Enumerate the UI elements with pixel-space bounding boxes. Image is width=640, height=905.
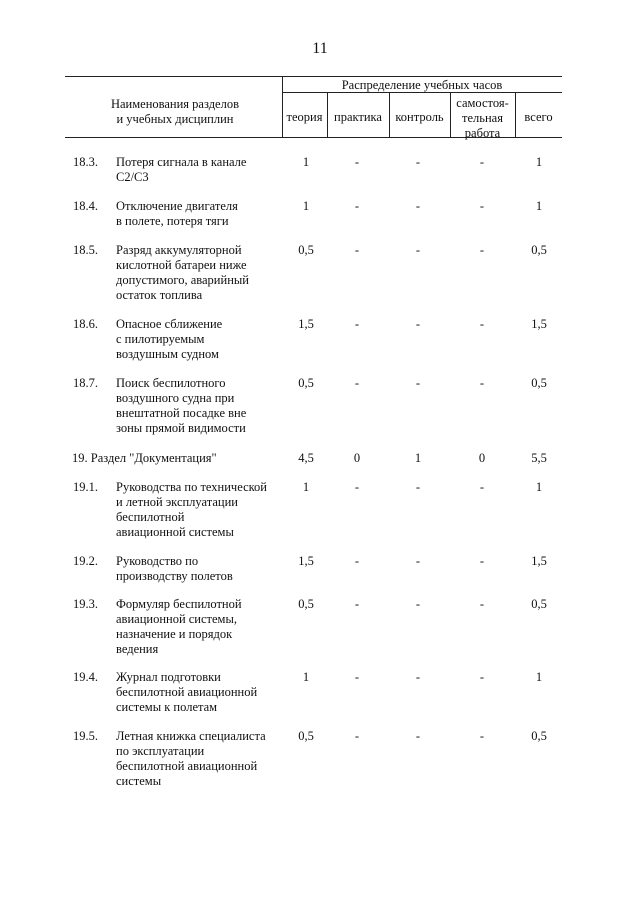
cell-theory: 4,5 bbox=[298, 451, 314, 465]
row-name-line: зоны прямой видимости bbox=[116, 421, 246, 435]
row-name-line: ведения bbox=[116, 642, 159, 656]
cell-practice: - bbox=[354, 243, 360, 257]
name-column-header-line: Наименования разделов bbox=[110, 97, 239, 111]
cell-control: - bbox=[415, 670, 421, 684]
row-name-line: в полете, потеря тяги bbox=[116, 214, 229, 228]
cell-control: - bbox=[415, 554, 421, 568]
cell-total: 0,5 bbox=[531, 376, 547, 390]
column-header-selfstudy-line: работа bbox=[464, 126, 501, 140]
row-name-line: С2/С3 bbox=[116, 170, 149, 184]
cell-selfstudy: - bbox=[479, 729, 485, 743]
row-name-line: кислотной батареи ниже bbox=[116, 258, 247, 272]
row-number: 18.5. bbox=[73, 243, 98, 257]
cell-total: 1 bbox=[535, 670, 543, 684]
cell-selfstudy: - bbox=[479, 376, 485, 390]
column-header-selfstudy bbox=[450, 96, 515, 141]
row-name bbox=[116, 597, 281, 657]
cell-selfstudy: - bbox=[479, 670, 485, 684]
cell-practice: 0 bbox=[353, 451, 361, 465]
row-name-line: Летная книжка специалиста bbox=[116, 729, 266, 743]
row-name bbox=[116, 554, 281, 584]
row-number: 18.6. bbox=[73, 317, 98, 331]
cell-theory: 0,5 bbox=[298, 243, 314, 257]
row-name bbox=[116, 729, 281, 789]
column-header-control: контроль bbox=[395, 110, 444, 124]
row-name-line: беспилотной bbox=[116, 510, 185, 524]
cell-control: - bbox=[415, 480, 421, 494]
cell-total: 0,5 bbox=[531, 729, 547, 743]
cell-practice: - bbox=[354, 729, 360, 743]
cell-total: 5,5 bbox=[531, 451, 547, 465]
cell-theory: 0,5 bbox=[298, 376, 314, 390]
cell-theory: 1 bbox=[302, 480, 310, 494]
row-name-line: и летной эксплуатации bbox=[116, 495, 238, 509]
row-number: 19.2. bbox=[73, 554, 98, 568]
row-name-line: по эксплуатации bbox=[116, 744, 205, 758]
row-name-line: Журнал подготовки bbox=[116, 670, 221, 684]
row-name-line: воздушного судна при bbox=[116, 391, 235, 405]
column-header-selfstudy-line: самостоя- bbox=[456, 96, 509, 110]
cell-selfstudy: 0 bbox=[478, 451, 486, 465]
row-name-line: беспилотной авиационной bbox=[116, 685, 258, 699]
row-name bbox=[116, 317, 281, 362]
cell-practice: - bbox=[354, 376, 360, 390]
row-name-line: с пилотируемым bbox=[116, 332, 205, 346]
row-name-line: беспилотной авиационной bbox=[116, 759, 258, 773]
row-name-line: авиационной системы, bbox=[116, 612, 237, 626]
cell-selfstudy: - bbox=[479, 554, 485, 568]
cell-practice: - bbox=[354, 597, 360, 611]
row-name-line: системы к полетам bbox=[116, 700, 218, 714]
row-name-line: Руководства по технической bbox=[116, 480, 267, 494]
row-name bbox=[116, 376, 281, 436]
column-header-theory: теория bbox=[286, 110, 323, 124]
column-header-selfstudy-line: тельная bbox=[462, 111, 503, 125]
cell-selfstudy: - bbox=[479, 243, 485, 257]
cell-control: - bbox=[415, 155, 421, 169]
row-name bbox=[116, 199, 281, 229]
column-header-practice: практика bbox=[334, 110, 382, 124]
row-name-line: воздушным судном bbox=[116, 347, 219, 361]
cell-control: - bbox=[415, 317, 421, 331]
row-name-line: производству полетов bbox=[116, 569, 233, 583]
cell-total: 0,5 bbox=[531, 243, 547, 257]
cell-control: - bbox=[415, 597, 421, 611]
cell-total: 1 bbox=[535, 199, 543, 213]
cell-theory: 0,5 bbox=[298, 729, 314, 743]
row-number: 18.3. bbox=[73, 155, 98, 169]
cell-practice: - bbox=[354, 199, 360, 213]
section-title: 19. Раздел "Документация" bbox=[72, 451, 217, 465]
cell-total: 1 bbox=[535, 155, 543, 169]
cell-theory: 1,5 bbox=[298, 317, 314, 331]
cell-control: - bbox=[415, 243, 421, 257]
row-name-line: Потеря сигнала в канале bbox=[116, 155, 247, 169]
cell-total: 1,5 bbox=[531, 317, 547, 331]
cell-practice: - bbox=[354, 670, 360, 684]
row-number: 18.7. bbox=[73, 376, 98, 390]
row-name bbox=[116, 480, 281, 540]
cell-theory: 1 bbox=[302, 670, 310, 684]
name-column-header bbox=[70, 97, 280, 127]
row-name-line: Разряд аккумуляторной bbox=[116, 243, 242, 257]
row-number: 19.1. bbox=[73, 480, 98, 494]
row-name bbox=[116, 243, 281, 303]
cell-control: - bbox=[415, 376, 421, 390]
row-name-line: остаток топлива bbox=[116, 288, 203, 302]
column-header-total: всего bbox=[524, 110, 553, 124]
cell-control: - bbox=[415, 729, 421, 743]
cell-selfstudy: - bbox=[479, 317, 485, 331]
cell-total: 0,5 bbox=[531, 597, 547, 611]
cell-selfstudy: - bbox=[479, 155, 485, 169]
row-name-line: внештатной посадке вне bbox=[116, 406, 247, 420]
row-name-line: допустимого, аварийный bbox=[116, 273, 249, 287]
cell-selfstudy: - bbox=[479, 480, 485, 494]
cell-practice: - bbox=[354, 317, 360, 331]
row-number: 19.5. bbox=[73, 729, 98, 743]
row-name-line: системы bbox=[116, 774, 162, 788]
cell-practice: - bbox=[354, 554, 360, 568]
row-name-line: Поиск беспилотного bbox=[116, 376, 226, 390]
cell-practice: - bbox=[354, 480, 360, 494]
row-name-line: Отключение двигателя bbox=[116, 199, 238, 213]
cell-selfstudy: - bbox=[479, 199, 485, 213]
row-name-line: Опасное сближение bbox=[116, 317, 223, 331]
row-name-line: назначение и порядок bbox=[116, 627, 233, 641]
row-name bbox=[116, 670, 281, 715]
row-name-line: Формуляр беспилотной bbox=[116, 597, 242, 611]
cell-theory: 1 bbox=[302, 155, 310, 169]
cell-total: 1 bbox=[535, 480, 543, 494]
cell-total: 1,5 bbox=[531, 554, 547, 568]
name-column-header-line: и учебных дисциплин bbox=[116, 112, 234, 126]
row-name bbox=[116, 155, 281, 185]
cell-practice: - bbox=[354, 155, 360, 169]
row-name-line: авиационной системы bbox=[116, 525, 234, 539]
row-name-line: Руководство по bbox=[116, 554, 199, 568]
cell-selfstudy: - bbox=[479, 597, 485, 611]
group-title: Распределение учебных часов bbox=[341, 78, 503, 92]
row-number: 19.3. bbox=[73, 597, 98, 611]
cell-control: 1 bbox=[414, 451, 422, 465]
cell-theory: 0,5 bbox=[298, 597, 314, 611]
table-top-rule bbox=[65, 76, 562, 77]
page-number: 11 bbox=[312, 40, 328, 57]
row-number: 18.4. bbox=[73, 199, 98, 213]
cell-theory: 1 bbox=[302, 199, 310, 213]
cell-control: - bbox=[415, 199, 421, 213]
row-number: 19.4. bbox=[73, 670, 98, 684]
cell-theory: 1,5 bbox=[298, 554, 314, 568]
